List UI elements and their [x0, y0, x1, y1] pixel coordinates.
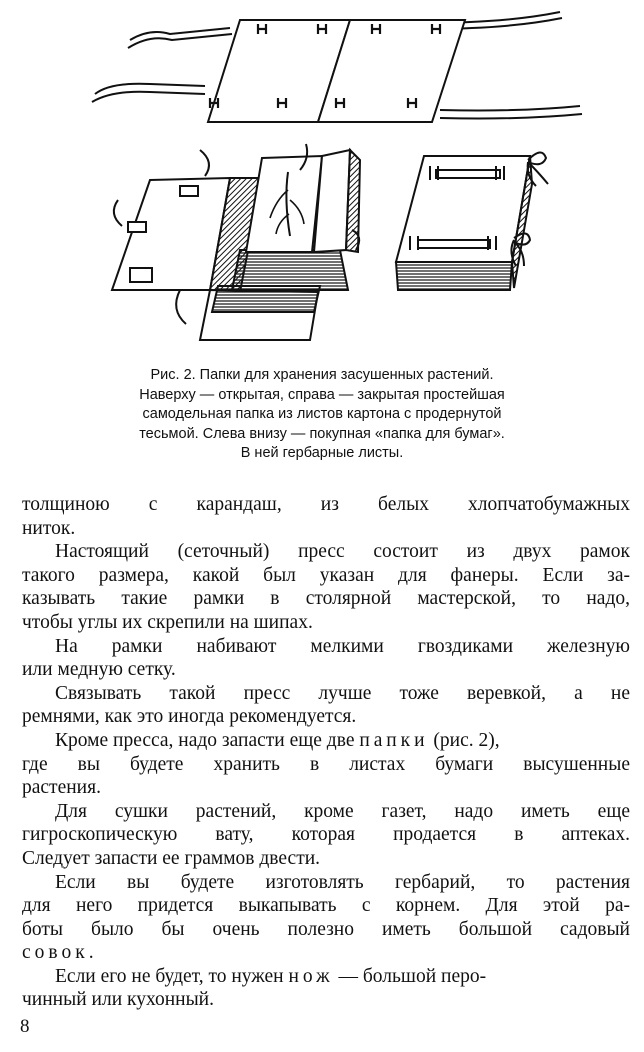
open-folder-drawing: [92, 12, 582, 122]
text-line: [22, 564, 630, 588]
text-line-content: Кроме пресса, надо запасти еще две: [55, 729, 355, 751]
caption-line: В ней гербарные листы.: [240, 445, 404, 461]
text-line-content: Для сушки растений, кроме газет, надо иметь еще: [55, 800, 630, 822]
caption-line: тесьмой. Слева внизу — покупная «папка для бумаг».: [139, 425, 505, 442]
text-line: [22, 658, 630, 682]
text-line: [22, 493, 630, 517]
text-line: [22, 753, 630, 777]
caption-line: Наверху — открытая, справа — закрытая простейшая: [139, 386, 505, 403]
figure-illustration: [0, 0, 644, 360]
text-line: [22, 682, 630, 706]
text-line: [22, 918, 630, 942]
caption-line: самодельная папка из листов картона с продернутой: [142, 406, 502, 422]
text-line-content: На рамки набивают мелкими гвоздиками железную: [55, 635, 630, 657]
paper-folder-drawing: [112, 144, 360, 340]
text-line-content: для него придется выкапывать с корнем. Для этой ра-: [22, 895, 630, 917]
spaced-emphasis: папки: [359, 729, 429, 751]
text-line: [22, 823, 630, 847]
text-line-content: ниток.: [22, 517, 76, 539]
text-line-content: Связывать такой пресс лучше тоже веревкой, а не: [55, 682, 630, 704]
text-line: [22, 729, 630, 753]
text-line: [22, 965, 630, 989]
text-line: [22, 941, 630, 965]
text-line-content: Следует запасти ее граммов двести.: [22, 847, 321, 869]
text-line-rest: — большой перо-: [333, 965, 487, 987]
text-line: [22, 776, 630, 800]
text-line-rest: (рис. 2),: [428, 729, 500, 751]
text-line-content: растения.: [22, 777, 101, 799]
text-line: [22, 587, 630, 611]
text-line: [22, 635, 630, 659]
text-line-content: Если его не будет, то нужен: [55, 965, 284, 987]
text-line: [22, 611, 630, 635]
caption-line: Рис. 2. Папки для хранения засушенных растений.: [150, 367, 494, 383]
body-text: [22, 493, 630, 1012]
text-line-content: такого размера, какой был указан для фанеры. Если за-: [22, 564, 630, 586]
text-line-content: чтобы углы их скрепили на шипах.: [22, 611, 313, 633]
figure-caption: [60, 366, 584, 464]
text-line: [22, 517, 630, 541]
text-line: [22, 847, 630, 871]
spaced-emphasis: нож: [288, 965, 334, 987]
text-line-content: гигроскопическую вату, которая продается в аптеках.: [22, 824, 630, 846]
text-line-content: ремнями, как это иногда рекомендуется.: [22, 706, 357, 728]
text-line: [22, 540, 630, 564]
text-line-content: боты было бы очень полезно иметь большой садовый: [22, 918, 630, 940]
text-line-content: Если вы будете изготовлять гербарий, то растения: [55, 871, 630, 893]
text-line: [22, 988, 630, 1012]
text-line-content: или медную сетку.: [22, 659, 176, 681]
text-line: [22, 871, 630, 895]
text-line-content: чинный или кухонный.: [22, 989, 214, 1011]
spaced-emphasis: совок: [22, 942, 89, 964]
text-line-content: где вы будете хранить в листах бумаги высушенные: [22, 753, 630, 775]
text-line: [22, 705, 630, 729]
text-line-content: Настоящий (сеточный) пресс состоит из двух рамок: [55, 541, 630, 563]
closed-folder-drawing: [396, 152, 548, 290]
text-line: [22, 894, 630, 918]
text-line-content: казывать такие рамки в столярной мастерской, то надо,: [22, 588, 630, 610]
text-line: [22, 800, 630, 824]
text-line-rest: .: [88, 942, 94, 964]
text-line-content: толщиною с карандаш, из белых хлопчатобумажных: [22, 494, 630, 515]
page-number: 8: [20, 1016, 30, 1037]
